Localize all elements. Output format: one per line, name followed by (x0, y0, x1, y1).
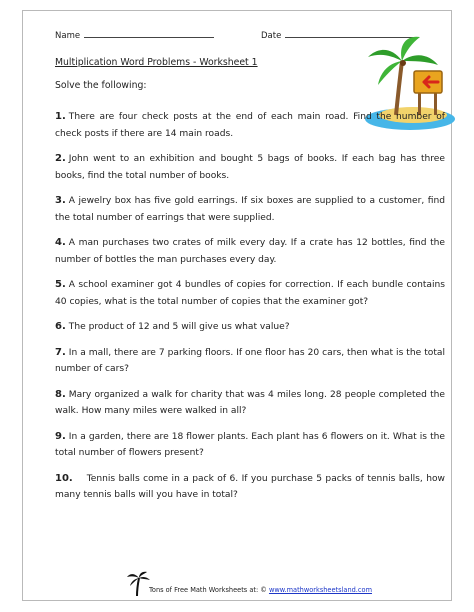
problem-number: 1. (55, 111, 66, 122)
problem-number: 8. (55, 388, 66, 400)
problem-number: 6. (55, 321, 66, 332)
name-blank-line (84, 29, 214, 38)
problem-item (55, 109, 445, 142)
problem-text: A man purchases two crates of milk every day. If a crate has 12 bottles, find the number of bottles the man purchases every day. (55, 238, 445, 265)
problem-item (55, 277, 445, 310)
problem-number: 3. (55, 195, 66, 206)
palm-tree-icon (125, 571, 151, 597)
problem-number: 5. (55, 279, 66, 290)
problem-item (55, 387, 445, 420)
footer-credit-text: Tons of Free Math Worksheets at: © (149, 586, 269, 594)
problem-item (55, 429, 445, 462)
problem-number: 10. (55, 472, 73, 484)
footer (125, 571, 425, 597)
problem-item (55, 193, 445, 226)
problem-text: A school examiner got 4 bundles of copies for correction. If each bundle contains 40 copies, what is the total number of copies that the examiner got? (55, 280, 445, 307)
worksheet-page (22, 10, 452, 601)
problem-item (55, 151, 445, 184)
instructions: Solve the following: (55, 80, 147, 91)
worksheet-title: Multiplication Word Problems - Worksheet 1 (55, 57, 258, 68)
problem-text: In a garden, there are 18 flower plants. Each plant has 6 flowers on it. What is the total number of flowers present? (55, 431, 445, 458)
problem-text: Tennis balls come in a pack of 6. If you purchase 5 packs of tennis balls, how many tennis balls will you have in total? (55, 473, 445, 500)
name-field (55, 29, 214, 41)
problem-number: 7. (55, 346, 66, 358)
footer-site-link[interactable]: www.mathworksheetsland.com (268, 586, 372, 594)
problem-number: 2. (55, 153, 66, 164)
problem-item (55, 235, 445, 268)
problem-text: In a mall, there are 7 parking floors. If one floor has 20 cars, then what is the total number of cars? (55, 347, 445, 374)
problem-item (55, 345, 445, 378)
problem-text: Mary organized a walk for charity that was 4 miles long. 28 people completed the walk. How many miles were walked in all? (55, 389, 445, 416)
problem-text: John went to an exhibition and bought 5 bags of books. If each bag has three books, find the total number of books. (55, 154, 445, 181)
problem-item (55, 319, 445, 336)
problem-text: There are four check posts at the end of each main road. Find the number of check posts if there are 14 main roads. (55, 112, 445, 139)
problem-item (55, 471, 445, 504)
problem-text: The product of 12 and 5 will give us what value? (68, 322, 290, 332)
problem-number: 4. (55, 237, 66, 248)
date-label: Date (261, 31, 282, 41)
footer-credit (149, 586, 372, 594)
problem-text: A jewelry box has five gold earrings. If six boxes are supplied to a customer, find the total number of earrings that were supplied. (55, 196, 445, 223)
name-label: Name (55, 31, 81, 41)
problem-number: 9. (55, 430, 66, 442)
problem-list (55, 109, 445, 513)
